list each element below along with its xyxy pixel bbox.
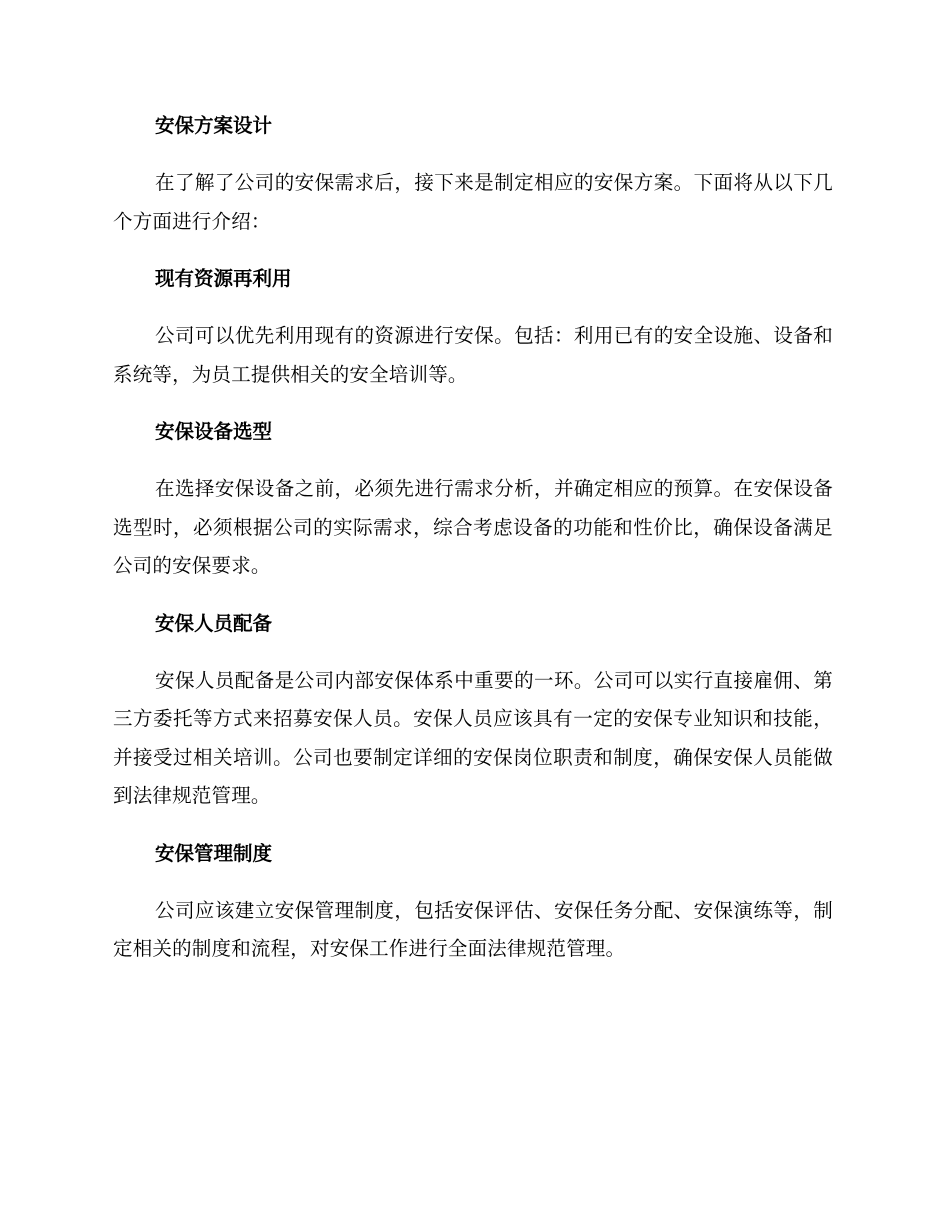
section-paragraph-staffing: 安保人员配备是公司内部安保体系中重要的一环。公司可以实行直接雇佣、第三方委托等方式来招募安保人员。安保人员应该具有一定的安保专业知识和技能，并接受过相关培训。公司也要制定详细的安保岗位职责和制度，确保安保人员能做到法律规范管理。 bbox=[113, 668, 833, 807]
section-paragraph-equipment-selection: 在选择安保设备之前，必须先进行需求分析，并确定相应的预算。在安保设备选型时，必须根据公司的实际需求，综合考虑设备的功能和性价比，确保设备满足公司的安保要求。 bbox=[113, 477, 833, 577]
document-body bbox=[113, 108, 833, 989]
section-heading-security-plan-design: 安保方案设计 bbox=[155, 114, 273, 137]
section-heading-resource-reuse: 现有资源再利用 bbox=[155, 267, 292, 290]
section-paragraph-resource-reuse: 公司可以优先利用现有的资源进行安保。包括：利用已有的安全设施、设备和系统等，为员工提供相关的安全培训等。 bbox=[113, 324, 833, 386]
section-heading-equipment-selection: 安保设备选型 bbox=[155, 420, 273, 443]
section-paragraph-security-plan-design: 在了解了公司的安保需求后，接下来是制定相应的安保方案。下面将从以下几个方面进行介绍： bbox=[113, 171, 833, 233]
section-heading-management-system: 安保管理制度 bbox=[155, 841, 273, 865]
section-paragraph-management-system: 公司应该建立安保管理制度，包括安保评估、安保任务分配、安保演练等，制定相关的制度和流程，对安保工作进行全面法律规范管理。 bbox=[113, 898, 833, 960]
section-heading-staffing: 安保人员配备 bbox=[155, 611, 273, 635]
